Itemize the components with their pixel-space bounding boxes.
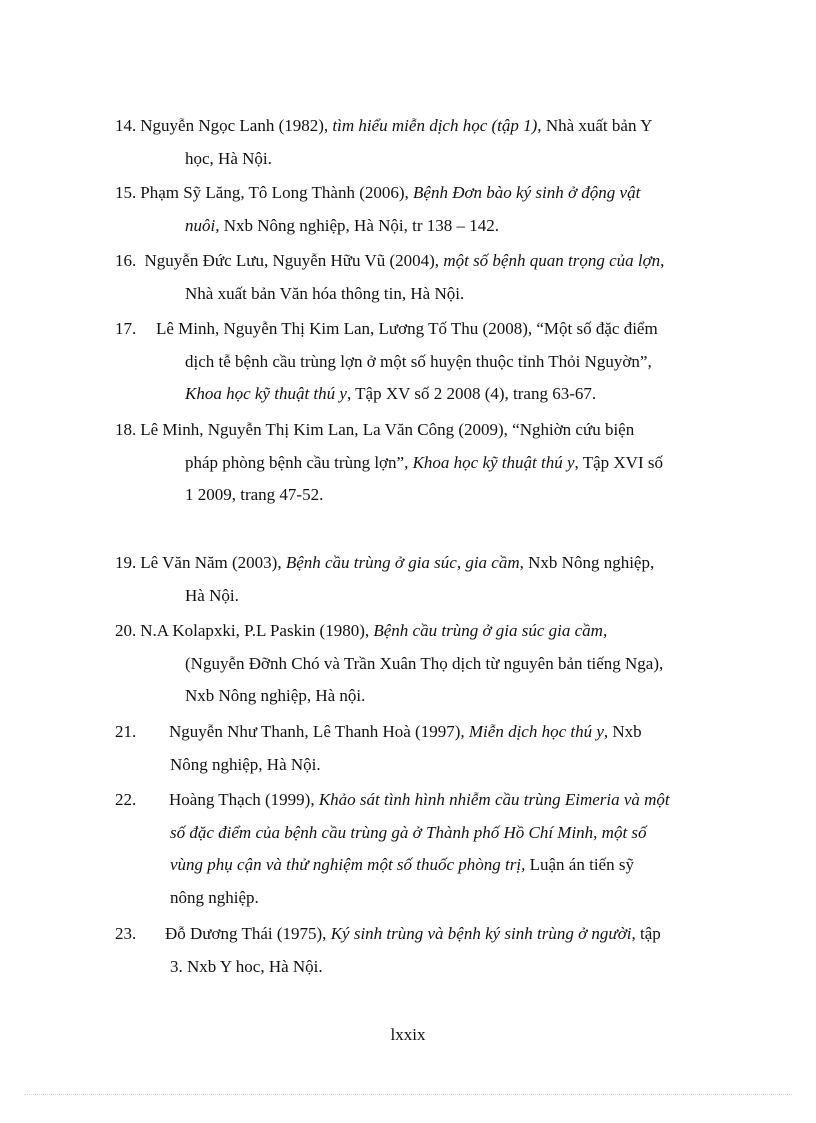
reference-number: 14. [115, 116, 137, 135]
reference-title: Khoa học kỹ thuật thú y [412, 452, 575, 472]
reference-18: 18. Lê Minh, Nguyễn Thị Kim Lan, La Văn Công (2009), “Nghiờn cứu biện pháp phòng bệnh cầu trùng lợn”, Khoa học kỹ thuật thú y, Tập XVI số 1 2009, trang 47-52. [115, 420, 663, 504]
reference-number: 22. [115, 790, 137, 809]
reference-number: 19. [115, 553, 137, 572]
reference-15: 15. Phạm Sỹ Lăng, Tô Long Thành (2006), Bệnh Đơn bào ký sinh ở động vật nuôi, Nxb Nông nghiệp, Hà Nội, tr 138 – 142. [115, 183, 641, 235]
reference-21: 21. Nguyễn Như Thanh, Lê Thanh Hoà (1997), Miễn dịch học thú y, Nxb Nông nghiệp, Hà Nội. [115, 716, 739, 781]
reference-number: 16. [115, 251, 137, 270]
reference-20: 20. N.A Kolapxki, P.L Paskin (1980), Bệnh cầu trùng ở gia súc gia cầm, (Nguyễn Đỡnh Chó và Trần Xuân Thọ dịch từ nguyên bản tiếng Nga), Nxb Nông nghiệp, Hà nội. [115, 621, 664, 705]
reference-number: 17. [115, 319, 137, 338]
reference-number: 21. [115, 722, 137, 741]
reference-number: 20. [115, 621, 137, 640]
reference-19: 19. Lê Văn Năm (2003), Bệnh cầu trùng ở gia súc, gia cầm, Nxb Nông nghiệp, Hà Nội. [115, 553, 655, 605]
reference-16: 16. Nguyễn Đức Lưu, Nguyễn Hữu Vũ (2004), một số bệnh quan trọng của lợn, Nhà xuất bản Văn hóa thông tin, Hà Nội. [115, 251, 665, 303]
page-number: lxxix [390, 1025, 426, 1044]
reference-number: 15. [115, 183, 137, 202]
reference-title: Ký sinh trùng và bệnh ký sinh trùng ở người, [330, 924, 636, 943]
reference-title: Khảo sát tình hình nhiễm cầu trùng Eimeria và một [318, 790, 670, 809]
reference-title: Bệnh cầu trùng ở gia súc gia cầm, [373, 621, 608, 640]
reference-17: 17. Lê Minh, Nguyễn Thị Kim Lan, Lương Tố Thu (2008), “Một số đặc điểm dịch tễ bệnh cầu trùng lợn ở một số huyện thuộc tỉnh Thỏi Nguyờn”, Khoa học kỹ thuật thú y, Tập XV số 2 2008 (4), trang 63-67. [115, 313, 739, 411]
page-bottom-divider [24, 1094, 792, 1095]
reference-title: tìm hiểu miễn dịch học (tập 1), [332, 116, 542, 135]
reference-23: 23. Đỗ Dương Thái (1975), Ký sinh trùng và bệnh ký sinh trùng ở người, tập 3. Nxb Y hoc, Hà Nội. [115, 918, 739, 983]
reference-14: 14. Nguyễn Ngọc Lanh (1982), tìm hiểu miễn dịch học (tập 1), Nhà xuất bản Y học, Hà Nội. [115, 116, 653, 168]
reference-title: Miễn dịch học thú y [468, 722, 604, 741]
reference-title: Khoa học kỹ thuật thú y [185, 384, 347, 403]
reference-number: 18. [115, 420, 137, 439]
reference-22: 22. Hoàng Thạch (1999), Khảo sát tình hình nhiễm cầu trùng Eimeria và một số đặc điểm của bệnh cầu trùng gà ở Thành phố Hồ Chí Minh, một số vùng phụ cận và thử nghiệm một số thuốc phòng trị, Luận án tiến sỹ nông nghiệp. [115, 784, 739, 914]
reference-title: một số bệnh quan trọng của lợn [443, 251, 661, 270]
reference-title: Bệnh Đơn bào ký sinh ở động vật [413, 183, 641, 202]
reference-number: 23. [115, 924, 137, 943]
reference-title: Bệnh cầu trùng ở gia súc, gia cầm [285, 553, 520, 572]
